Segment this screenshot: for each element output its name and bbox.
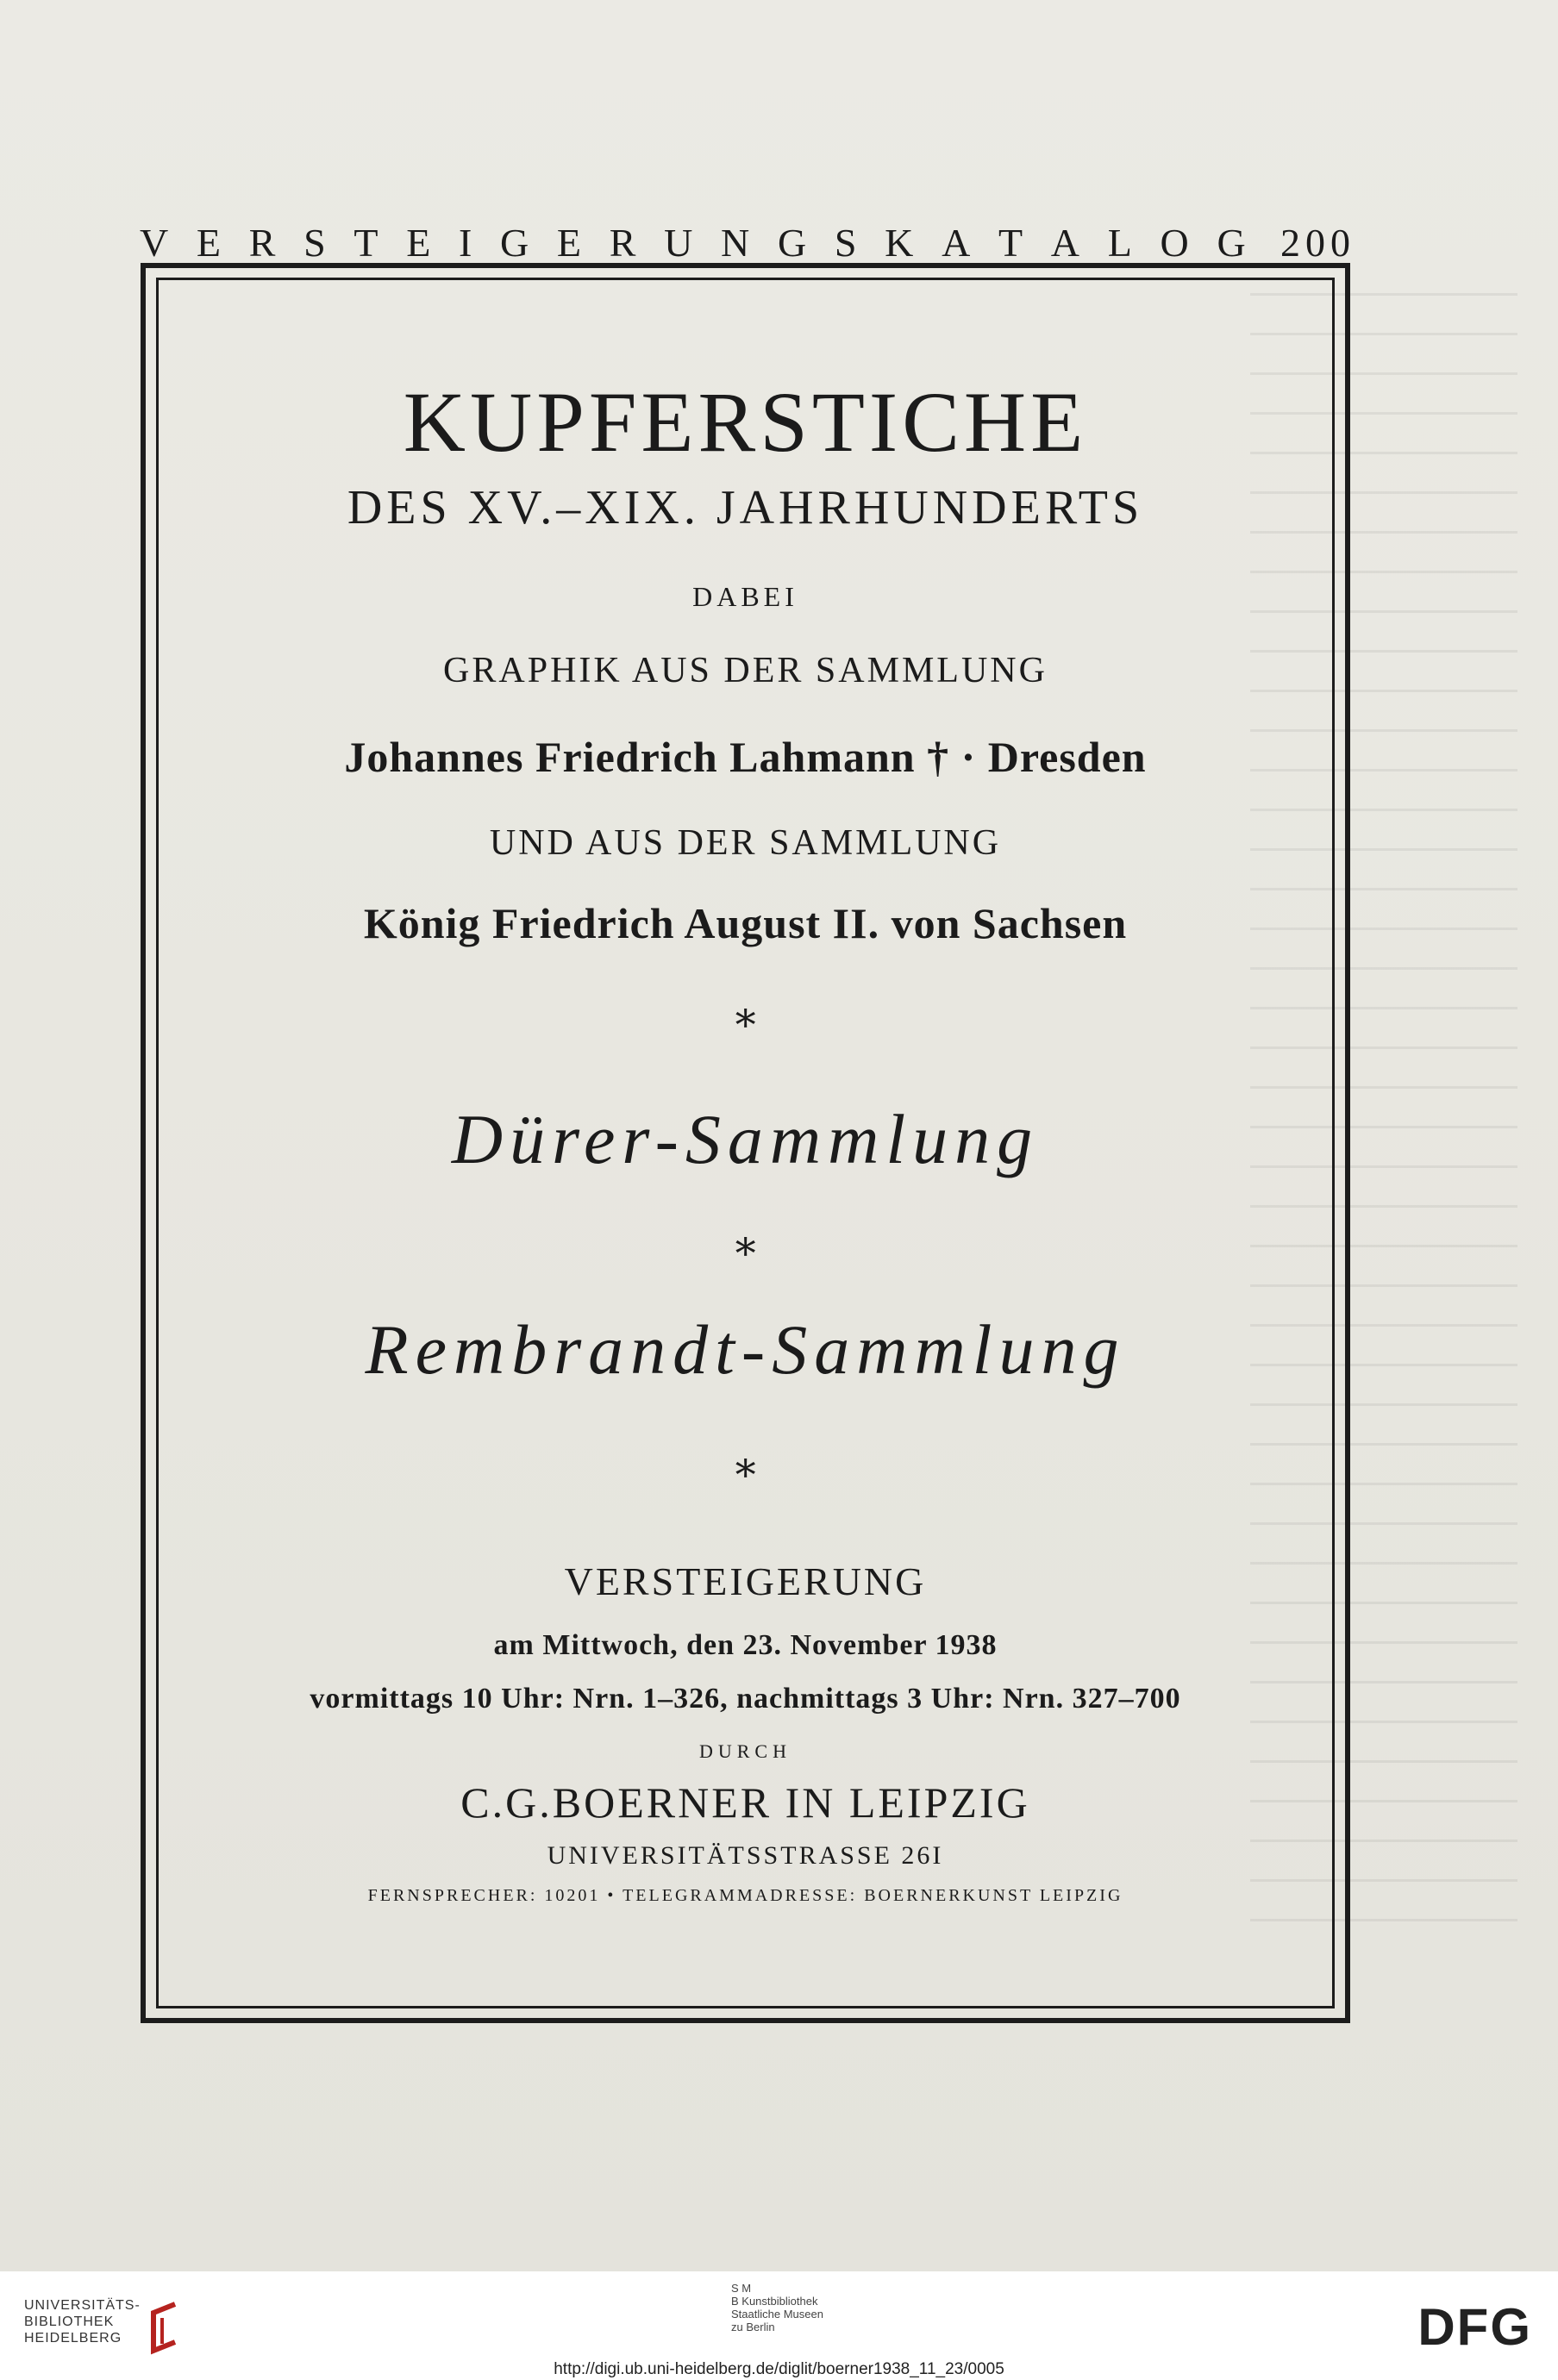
dfg-logo[interactable]: DFG [1417,2298,1532,2356]
collection-lahmann: Johannes Friedrich Lahmann † · Dresden [344,733,1147,781]
series-letter: K [885,221,914,265]
series-letter: G [500,221,529,265]
digitization-footer [0,2271,1558,2380]
series-letter: R [248,221,276,265]
und-line: UND AUS DER SAMMLUNG [489,823,1002,863]
durch-label: DURCH [698,1740,792,1762]
series-letter: S [303,221,326,265]
series-letter: V [140,221,169,265]
series-letter: T [998,221,1023,265]
title-block [156,278,1335,2008]
series-letter: G [777,221,807,265]
smb-kunstbibliothek-logo[interactable]: S M B Kunstbibliothek Staatliche Museen zu Berlin [731,2282,823,2333]
series-letter: R [609,221,636,265]
series-letter: E [556,221,582,265]
series-letter: A [1050,221,1080,265]
auction-heading: VERSTEIGERUNG [564,1559,927,1603]
series-letter: L [1107,221,1132,265]
series-letter: N [721,221,750,265]
asterisk-divider: ∗ [731,995,760,1040]
asterisk-divider: ∗ [731,1445,760,1490]
subtitle: DES XV.–XIX. JAHRHUNDERTS [347,481,1144,534]
series-letter: O [1160,221,1189,265]
asterisk-divider: ∗ [731,1223,760,1269]
collection-friedrich-august: König Friedrich August II. von Sachsen [363,899,1128,947]
series-letter: E [196,221,222,265]
series-letter: T [354,221,379,265]
permalink-url[interactable]: http://digi.ub.uni-heidelberg.de/diglit/boerner1938_11_23/0005 [554,2360,1004,2378]
series-letter: I [458,221,472,265]
durer-collection: Dürer-Sammlung [451,1100,1040,1178]
rembrandt-collection: Rembrandt-Sammlung [365,1310,1126,1389]
university-library-name[interactable]: UNIVERSITÄTS- BIBLIOTHEK HEIDELBERG [24,2298,141,2346]
catalog-series-header [140,214,1355,265]
auction-address: UNIVERSITÄTSSTRASSE 26I [547,1841,944,1870]
auction-times: vormittags 10 Uhr: Nrn. 1–326, nachmittags 3 Uhr: Nrn. 327–700 [310,1683,1181,1715]
series-letter: E [406,221,431,265]
series-letter: U [664,221,693,265]
auction-house: C.G.BOERNER IN LEIPZIG [460,1778,1030,1827]
auction-date: am Mittwoch, den 23. November 1938 [493,1629,998,1661]
series-letter: G [1217,221,1246,265]
series-label [140,220,1246,265]
auction-contact: FERNSPRECHER: 10201 • TELEGRAMMADRESSE: BOERNERKUNST LEIPZIG [367,1886,1123,1905]
university-logo-icon[interactable] [136,2297,188,2358]
series-letter: S [834,221,857,265]
series-letter: A [942,221,971,265]
series-number: 200 [1280,221,1355,265]
dabei-label: DABEI [692,581,798,612]
graphik-line: GRAPHIK AUS DER SAMMLUNG [443,651,1048,690]
main-title: KUPFERSTICHE [403,374,1088,470]
